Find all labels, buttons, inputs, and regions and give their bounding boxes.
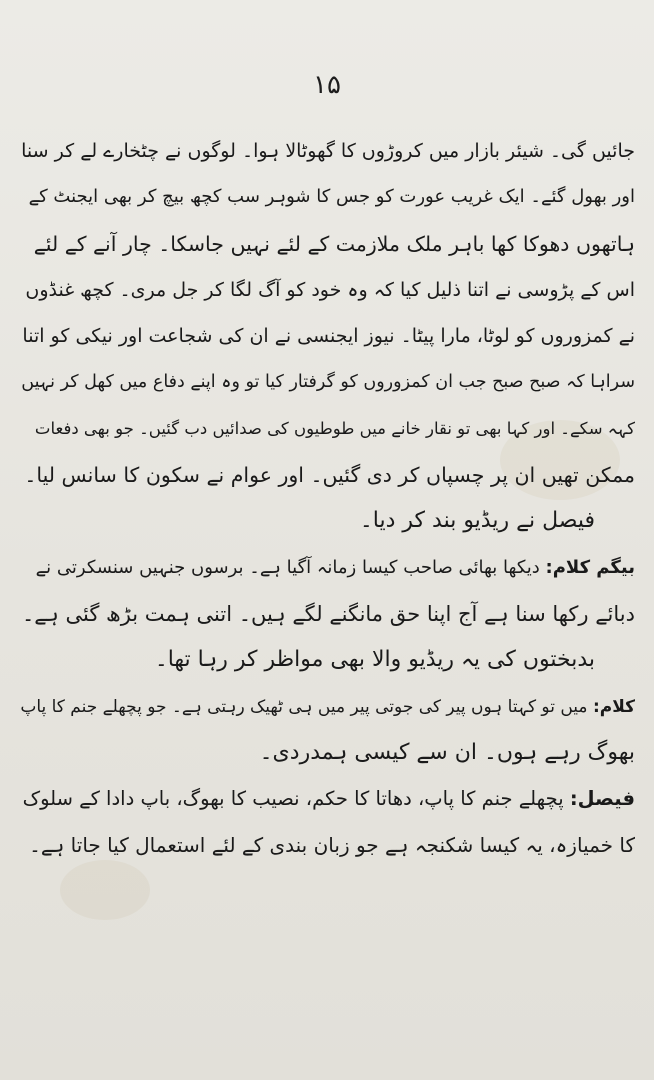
- line-text: دیکھا بھائی صاحب کیسا زمانہ آگیا ہے۔ برسوں جنہیں سنسکرتی نے: [35, 556, 546, 578]
- text-line: [20, 498, 635, 544]
- speaker-label: کلام:: [592, 696, 635, 717]
- text-line: [20, 174, 635, 220]
- paper-stain: [60, 860, 150, 920]
- text-line: [20, 313, 635, 359]
- text-line: [20, 730, 635, 776]
- line-text: فیصل نے ریڈیو بند کر دیا۔: [359, 508, 595, 534]
- text-line: [20, 822, 635, 868]
- text-line: [20, 776, 635, 822]
- line-text: بدبختوں کی یہ ریڈیو والا بھی مواظر کر رہا تھا۔: [154, 647, 595, 673]
- text-line: [20, 452, 635, 498]
- text-line: [20, 128, 635, 174]
- text-line: [20, 221, 635, 267]
- speaker-label: فیصل:: [569, 787, 635, 811]
- line-text: بھوگ رہے ہوں۔ ان سے کیسی ہمدردی۔: [259, 739, 635, 765]
- text-line: [20, 406, 635, 452]
- text-line: [20, 359, 635, 405]
- line-text: ہاتھوں دھوکا کھا باہر ملک ملازمت کے لئے نہیں جاسکا۔ چار آنے کے لئے: [33, 231, 635, 256]
- text-line: [20, 684, 635, 730]
- line-text: پچھلے جنم کا پاپ، دھاتا کا حکم، نصیب کا بھوگ، باپ دادا کے سلوک: [22, 787, 570, 811]
- line-text: نے کمزوروں کو لوٹا، مارا پیٹا۔ نیوز ایجنسی نے ان کی شجاعت اور نیکی کو اتنا: [22, 325, 635, 348]
- line-text: اس کے پڑوسی نے اتنا ذلیل کیا کہ وہ خود کو آگ لگا کر جل مری۔ کچھ غنڈوں: [25, 278, 635, 301]
- line-text: اور بھول گئے۔ ایک غریب عورت کو جس کا شوہر سب کچھ بیچ کر بھی ایجنٹ کے: [28, 186, 635, 208]
- speaker-label: بیگم کلام:: [545, 556, 635, 578]
- line-text: کا خمیازہ، یہ کیسا شکنجہ ہے جو زبان بندی کے لئے استعمال کیا جاتا ہے۔: [29, 833, 635, 858]
- line-text: ممکن تھیں ان پر چسپاں کر دی گئیں۔ اور عوام نے سکون کا سانس لیا۔: [24, 463, 635, 488]
- text-line: [20, 637, 635, 683]
- line-text: دبائے رکھا سنا ہے آج اپنا حق مانگنے لگے ہیں۔ اتنی ہمت بڑھ گئی ہے۔: [21, 601, 635, 626]
- page-number: ۱۵: [313, 70, 341, 100]
- text-line: [20, 267, 635, 313]
- text-line: [20, 591, 635, 637]
- line-text: سراہا کہ صبح صبح جب ان کمزوروں کو گرفتار کیا تو وہ اپنے دفاع میں کھل کر نہیں: [21, 372, 635, 393]
- page-text: [20, 128, 635, 869]
- line-text: کہہ سکے۔ اور کہا بھی تو نقار خانے میں طوطیوں کی صدائیں دب گئیں۔ جو بھی دفعات: [34, 418, 635, 438]
- line-text: جائیں گی۔ شیئر بازار میں کروڑوں کا گھوٹالا ہوا۔ لوگوں نے چٹخارے لے کر سنا: [21, 140, 635, 162]
- line-text: میں تو کہتا ہوں پیر کی جوتی پیر میں ہی ٹھیک رہتی ہے۔ جو پچھلے جنم کا پاپ: [20, 696, 593, 717]
- text-line: [20, 545, 635, 591]
